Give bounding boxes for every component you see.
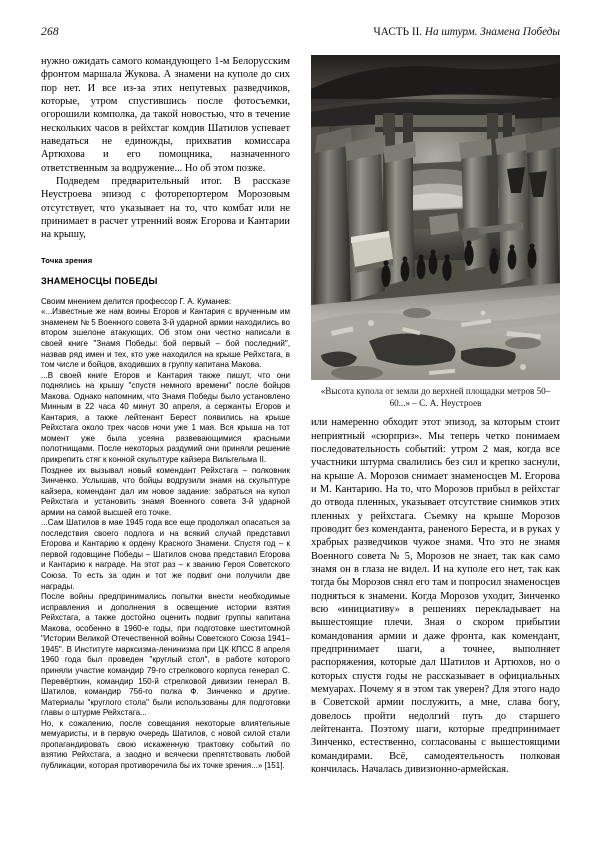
viewpoint-intro: Своим мнением делится профессор Г. А. Куманев: <box>41 296 232 306</box>
right-column <box>311 55 560 776</box>
viewpoint-paragraph: Но, к сожалению, после совещания некоторые влиятельные мемуаристы, и в первую очередь Шатилов, с новой силой стали пропагандировать свою искаженную трактовку событий по взятию Рейхстага, а заодно и всячески препятствовать любой публикации, которая противоречила бы их точке зрения...» [151]. <box>41 718 290 770</box>
spacer <box>311 409 560 416</box>
running-head <box>41 26 560 42</box>
viewpoint-paragraph: «...Известные же нам воины Егоров и Кантария с врученным им знаменем № 5 Военного совета 3-й ударной армии находились во втором эшелоне атакующих. Об этом они честно написали в своей книге "Знамя Победы: бой первый – бой последний", назвав ряд имен и тех, кто уже находился на крыше Рейхстага, в том числе и бойцов, входивших в группу капитана Макова. <box>41 307 290 370</box>
reichstag-ruined-interior-photo <box>311 55 560 380</box>
body-paragraph: нужно ожидать самого командующего 1-м Белорусским фронтом маршала Жукова. А знамени на куполе до сих пор нет. И все из-за этих непутевых разведчиков, которые, утром спустившись после фотосъемки, огорошили комполка, да такой новостью, что в течение нескольких часов в рейхстаг комдив Шатилов успевает наведаться не единожды, прихватив комиссара Артюхова и его помощника, назначенного ответственным за водружение... Но об этом позже. <box>41 56 290 174</box>
body-paragraph: или намеренно обходит этот эпизод, за которым стоит неприятный «сюрприз». Мы теперь четко понимаем последовательность событий: утром 2 мая, когда все участники штурма свалились без сил и крепко заснули, на крыше А. Морозов снимает знаменосцев М. Егорова и М. Кантарию. На то, что Морозов прибыл в рейхстаг до отвода пленных, указывает отсутствие снимков этих пленных у рейхстага. Съемку на крыше Морозов проводит без коменданта, раненого Береста, и в руках у храбрых разведчиков чужое знамя. Что это не знамя Военного совета № 5, Морозов не знает, так как само знамя он в глаза не видел. И на куполе его нет, так как тогда бы Морозов снял его там и попросил знаменосцев подняться к знамени. Когда Морозов уходит, Зинченко всю «инициативу» в решениях перекладывает на вышестоящие плечи. Зная о скором прибытии командования армии и даже фронта, как комендант, предпринимает шаги, а точнее, выполняет распоряжения, которые дал Шатилов и Артюхов, но о которых спустя годы не рассказывает в официальных мемуарах. Почему я в этом так уверен? Для этого надо в Советской армии послужить, а мне, слава богу, довелось пройти недолгий путь до старшего лейтенанта. Поэтому шаги, которые предпринимает Зинченко, естественно, согласованы с вышестоящими командирами. Всё, самодеятельность полковая кончилась. Началась дивизионно-армейская. <box>311 417 560 776</box>
spacer <box>41 286 290 297</box>
viewpoint-paragraph: Позднее их вызывал новый комендант Рейхстага – полковник Зинченко. Услышав, что бойцы водрузили знамя на скульптуре кайзера, комендант дал им новое задание: забраться на купол Рейхстага и установить знамя Военного совета 3-й ударной армии на самой высшей его точке. <box>41 465 290 517</box>
running-head-part: ЧАСТЬ II. <box>373 26 425 38</box>
left-column <box>41 55 290 771</box>
body-paragraph: Подведем предварительный итог. В рассказе Неустроева эпизод с фоторепортером Морозовым отсутствует, что указывает на то, что комбат или не принимает в расчет утренний вояж Егорова и Кантарии на крышу, <box>41 176 290 241</box>
running-head-title <box>374 26 560 38</box>
photo-artwork <box>311 55 560 380</box>
viewpoint-paragraph: После войны предпринимались попытки внести необходимые исправления и дополнения в освещение истории взятия Рейхстага, а также достойно оценить подвиг группы капитана Макова, особенно в 1960-е годы, при подготовке шеститомной "Истории Великой Отечественной войны Советского Союза 1941–1945". В Институте марксизма-ленинизма при ЦК КПСС 8 апреля 1960 года был проведен "круглый стол", в работе которого приняли участие командир 79-го стрелкового корпуса генерал С. Перевёрткин, командир 150-й стрелковой дивизии генерал В. Шатилов, командир 756-го полка Ф. Зинченко и другие. Материалы "круглого стола" были использованы для подготовки главы о штурме Рейхстага... <box>41 592 290 718</box>
viewpoint-title: ЗНАМЕНОСЦЫ ПОБЕДЫ <box>41 275 158 286</box>
spacer <box>41 265 290 276</box>
photo-caption: «Высота купола от земли до верхней площадки метров 50–60...» – С. А. Неустроев <box>320 386 551 408</box>
viewpoint-paragraph: ...В своей книге Егоров и Кантария также пишут, что они поднялись на крышу "спустя немного времени" после бойцов Макова. Однако напомним, что Знамя Победы было установлено Минным в 22 часа 40 минут 30 апреля, а сержанты Егоров и Кантария, а также лейтенант Берест появились на крыше Рейхстага около трех часов ночи уже 1 мая. Вся крыша на тот момент уже была усеяна развевающимися красными полотнищами. После некоторых раздумий они приняли решение прикрепить стяг к конной скульптуре кайзера Вильгельма II. <box>41 370 290 465</box>
viewpoint-label: Точка зрения <box>41 255 93 265</box>
viewpoint-paragraph: ...Сам Шатилов в мае 1945 года все еще продолжал опасаться за последствия своего подлога и на всякий случай представил Егорова и Кантарию к ордену Красного Знамени. Спустя год – к первой годовщине Победы – Шатилов снова представил Егорова и Кантарию к награде. На этот раз – к званию Героя Советского Союза. То есть за один и тот же подвиг они получили две награды. <box>41 518 290 591</box>
page-number: 268 <box>41 26 59 38</box>
spacer <box>41 242 290 256</box>
running-head-subject: На штурм. Знамена Победы <box>424 26 560 38</box>
